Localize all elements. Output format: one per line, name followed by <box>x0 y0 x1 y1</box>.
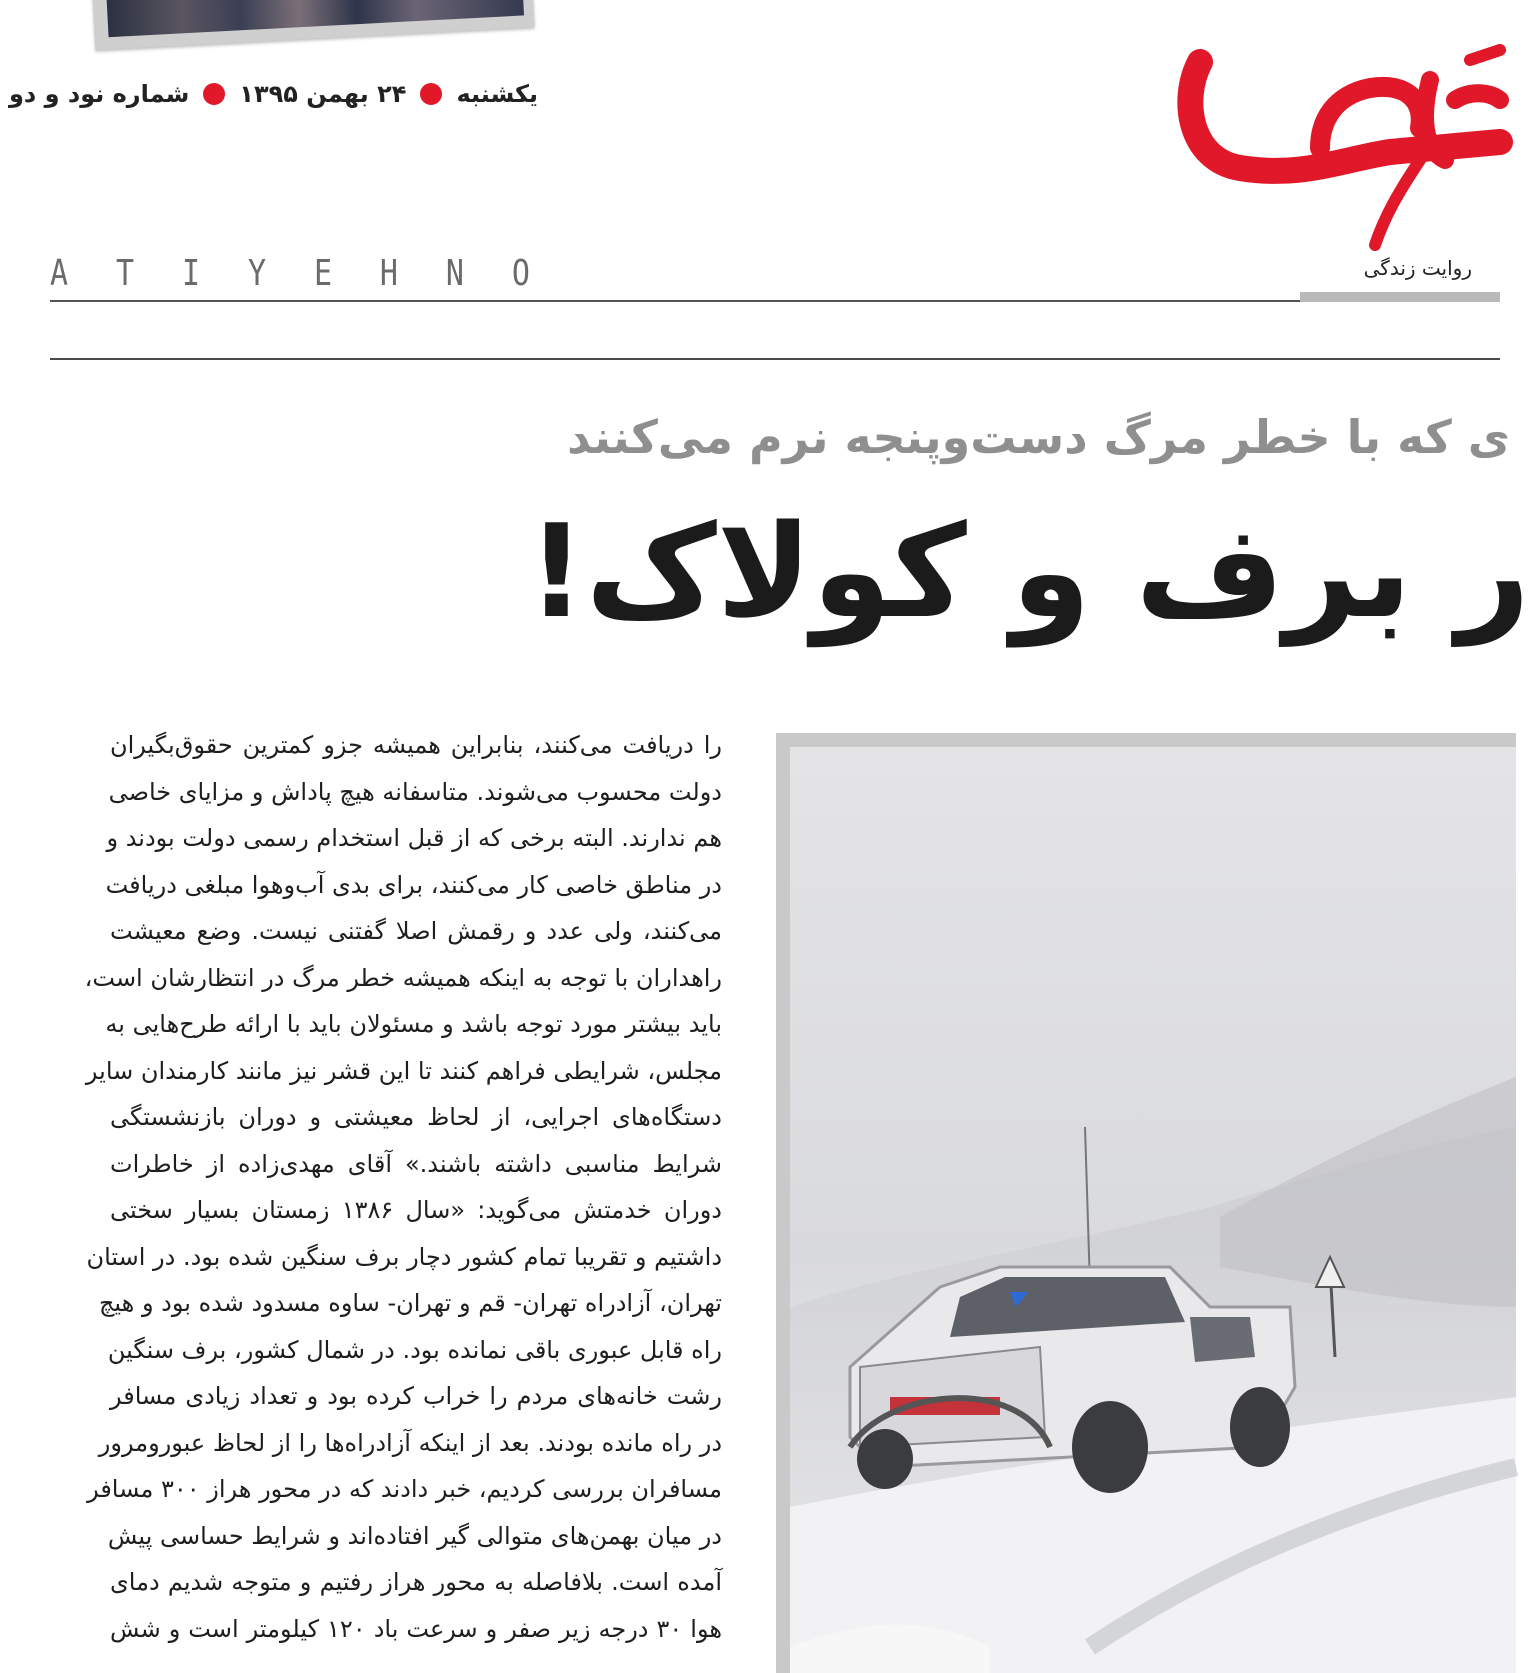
red-dot-icon <box>203 83 225 105</box>
body-line: راهداران با توجه به اینکه همیشه خطر مرگ در انتظارشان است، <box>84 963 722 992</box>
body-line: را دریافت می‌کنند، بنابراین همیشه جزو کمترین حقوق‌بگیران <box>110 731 722 759</box>
logo-tagline: روایت زندگی <box>1363 256 1472 280</box>
body-line: مسافران بررسی کردیم، خبر دادند که در محور هراز ۳۰۰ مسافر <box>87 1475 722 1503</box>
body-line: رشت خانه‌های مردم را خراب کرده بود و تعداد زیادی مسافر <box>110 1382 722 1410</box>
body-line: شرایط مناسبی داشته باشند.» آقای مهدی‌زاده از خاطرات <box>110 1149 722 1178</box>
newspaper-logo <box>1170 40 1500 260</box>
body-line: آمده است. بلافاصله به محور هراز رفتیم و متوجه شدیم دمای <box>110 1568 722 1596</box>
section-title-letters <box>50 253 530 295</box>
body-line: باید بیشتر مورد توجه باشد و مسئولان باید با ارائه طرح‌هایی به <box>105 1010 722 1038</box>
photo-frame <box>776 733 1516 1673</box>
body-line: دولت محسوب می‌شوند. متاسفانه هیچ پاداش و مزایای خاصی <box>108 777 722 806</box>
body-line: هم ندارند. البته برخی که از قبل استخدام رسمی دولت بودند و <box>106 824 722 852</box>
header-rule <box>50 300 1300 302</box>
body-line: تهران، آزادراه تهران- قم و تهران- ساوه مسدود شده بود و هیچ <box>98 1289 722 1317</box>
section-letter: Y <box>247 252 267 295</box>
red-dot-icon <box>420 83 442 105</box>
section-letter: H <box>379 252 398 295</box>
article-body <box>84 722 722 1652</box>
header-rule-accent <box>1300 292 1500 302</box>
section-rule <box>50 358 1500 360</box>
kicker: ی که با خطر مرگ دست‌وپنجه نرم می‌کنند <box>567 410 1510 464</box>
section-letter: A <box>50 252 69 295</box>
body-line: می‌کنند، ولی عدد و رقمش اصلا گفتنی نیست. وضع معیشت <box>110 917 722 945</box>
body-line: مجلس، شرایطی فراهم کنند تا این قشر نیز مانند کارمندان سایر <box>85 1056 722 1085</box>
section-letter: E <box>313 252 332 295</box>
issue-line <box>9 80 538 108</box>
body-line: دوران خدمتش می‌گوید: «سال ۱۳۸۶ زمستان بسیار سختی <box>110 1196 722 1224</box>
snow-truck-photo <box>790 747 1516 1673</box>
body-line: در میان بهمن‌های متوالی گیر افتاده‌اند و شرایط حساسی پیش <box>107 1521 722 1550</box>
section-letter: N <box>445 252 464 295</box>
section-letter: T <box>115 252 135 295</box>
headline: ر برف و کولاک! <box>527 498 1530 647</box>
top-photo-strip <box>92 0 535 50</box>
section-letter: I <box>181 252 201 295</box>
body-line: هوا ۳۰ درجه زیر صفر و سرعت باد ۱۲۰ کیلومتر است و شش <box>110 1614 722 1643</box>
issue-number: شماره نود و دو <box>9 80 190 108</box>
top-photo <box>106 0 524 37</box>
weekday: یکشنبه <box>456 80 538 108</box>
body-line: دستگاه‌های اجرایی، از لحاظ معیشتی و دوران بازنشستگی <box>110 1103 722 1131</box>
section-letter: O <box>511 252 530 295</box>
issue-date: ۲۴ بهمن ۱۳۹۵ <box>239 80 407 108</box>
body-line: در مناطق خاصی کار می‌کنند، برای بدی آب‌وهوا مبلغی دریافت <box>105 870 722 899</box>
body-line: داشتیم و تقریبا تمام کشور دچار برف سنگین شده بود. در استان <box>86 1242 722 1271</box>
body-line: راه قابل عبوری باقی نمانده بود. در شمال کشور، برف سنگین <box>107 1335 722 1364</box>
body-line: در راه مانده بودند. بعد از اینکه آزادراه‌ها را از لحاظ عبورومرور <box>98 1428 722 1457</box>
